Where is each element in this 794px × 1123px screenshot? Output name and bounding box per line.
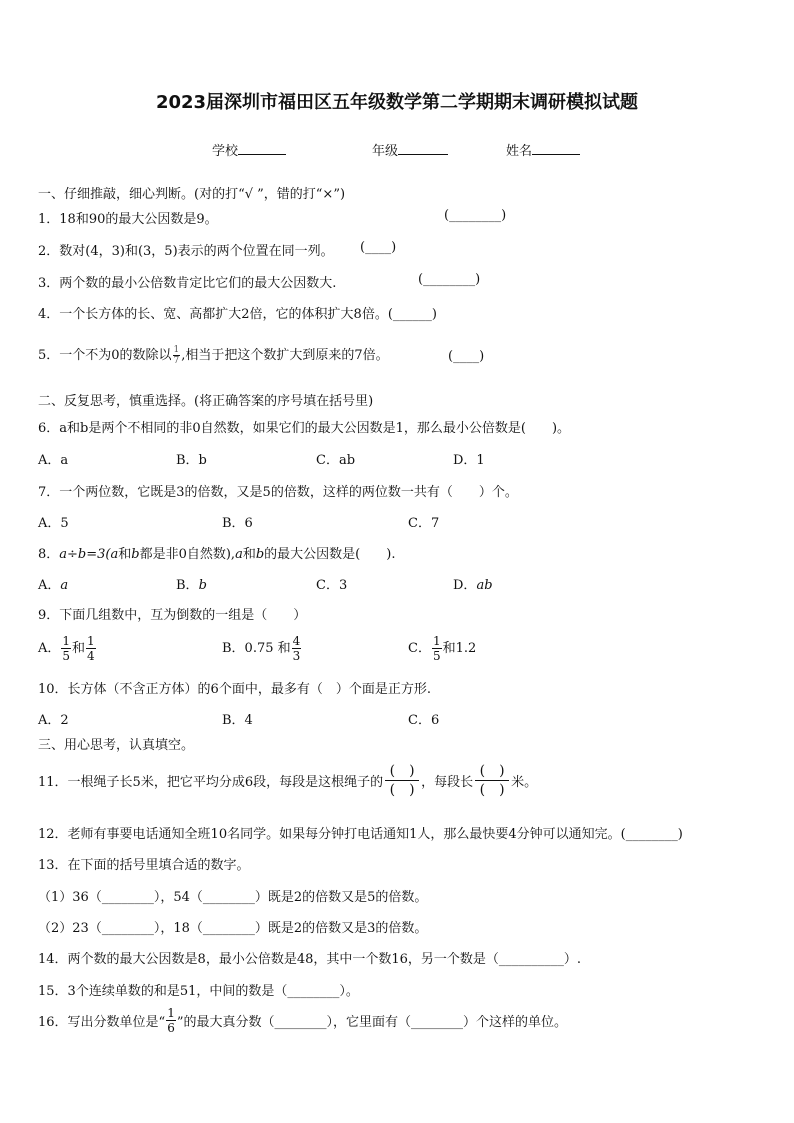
question-9: 9．下面几组数中，互为倒数的一组是（ ） (38, 608, 307, 623)
question-12: 12．老师有事要电话通知全班10名同学。如果每分钟打电话通知1人，那么最快要4分钟可以通知完。(________) (38, 827, 683, 842)
question-2: 2．数对(4，3)和(3，5)表示的两个位置在同一列。 (38, 244, 334, 259)
grade-field[interactable] (372, 140, 448, 159)
school-blank[interactable] (238, 142, 286, 155)
q8-option-d[interactable]: D．ab (453, 578, 493, 593)
grade-label: 年级 (372, 144, 399, 159)
section-2-heading: 二、反复思考，慎重选择。(将正确答案的序号填在括号里) (38, 394, 374, 409)
q7-option-b[interactable]: B．6 (222, 516, 253, 531)
q6-option-c[interactable]: C．ab (316, 453, 356, 468)
question-5 (38, 344, 389, 366)
fraction-blank-1[interactable]: ( ) ( ) (385, 762, 419, 799)
name-field[interactable] (506, 140, 580, 159)
q10-option-a[interactable]: A．2 (38, 713, 69, 728)
fraction-1-5: $\frac{1}{5}$ (62, 634, 71, 663)
q6-option-d[interactable]: D．1 (453, 453, 485, 468)
school-label: 学校 (212, 144, 239, 159)
question-5-text-b: ,相当于把这个数扩大到原来的7倍。 (181, 348, 389, 363)
name-blank[interactable] (532, 142, 580, 155)
fraction-4-3: $\frac{4}{3}$ (292, 634, 301, 663)
question-13-2: （2）23（________），18（________）既是2的倍数又是3的倍数。 (38, 921, 428, 936)
fraction-blank-2[interactable]: ( ) ( ) (475, 762, 509, 799)
q7-option-c[interactable]: C．7 (408, 516, 440, 531)
q9-option-a[interactable]: A． $\frac{1}{5}$ 和 $\frac{1}{4}$ (38, 634, 95, 663)
answer-1[interactable]: (________) (444, 208, 507, 223)
section-3-heading: 三、用心思考，认真填空。 (38, 738, 195, 753)
fraction-1-4: $\frac{1}{4}$ (87, 634, 95, 663)
question-1: 1．18和90的最大公因数是9。 (38, 212, 218, 227)
name-label: 姓名 (506, 144, 533, 159)
q8-option-b[interactable]: B．b (176, 578, 207, 593)
answer-3[interactable]: (________) (418, 272, 481, 287)
q8-option-a[interactable]: A．a (38, 578, 69, 593)
question-5-text-a: 5．一个不为0的数除以 (38, 348, 172, 363)
question-6: 6．a和b是两个不相同的非0自然数，如果它们的最大公因数是1，那么最小公倍数是( )。 (38, 421, 571, 436)
question-7: 7．一个两位数，它既是3的倍数，又是5的倍数，这样的两位数一共有（ ）个。 (38, 485, 518, 500)
q9-option-b[interactable]: B．0.75 和 $\frac{4}{3}$ (222, 634, 301, 663)
grade-blank[interactable] (398, 142, 448, 155)
fraction-1-7: $\frac{1}{7}$ (173, 345, 180, 366)
q8-option-c[interactable]: C．3 (316, 578, 348, 593)
question-14: 14．两个数的最大公因数是8，最小公倍数是48，其中一个数16，另一个数是（__________）. (38, 952, 582, 967)
q6-option-a[interactable]: A．a (38, 453, 69, 468)
q9-option-c[interactable]: C． $\frac{1}{5}$ 和1.2 (408, 634, 477, 663)
answer-2[interactable]: (____) (360, 240, 397, 255)
answer-5[interactable]: (____) (448, 349, 485, 364)
question-13: 13．在下面的括号里填合适的数字。 (38, 858, 250, 873)
question-11: 11．一根绳子长5米，把它平均分成6段，每段是这根绳子的 ( ) ( ) ，每段长 ( ) ( ) 米。 (38, 763, 538, 798)
section-1-heading: 一、仔细推敲，细心判断。(对的打“√ ”，错的打“×”) (38, 187, 346, 202)
question-13-1: （1）36（________），54（________）既是2的倍数又是5的倍数。 (38, 890, 428, 905)
fraction-1-5-c: $\frac{1}{5}$ (432, 634, 441, 663)
q6-option-b[interactable]: B．b (176, 453, 207, 468)
q10-option-b[interactable]: B．4 (222, 713, 253, 728)
q10-option-c[interactable]: C．6 (408, 713, 440, 728)
question-16: 16．写出分数单位是“ $\frac{1}{6}$ ”的最大真分数（________），它里面有（________）个这样的单位。 (38, 1006, 567, 1035)
q7-option-a[interactable]: A．5 (38, 516, 69, 531)
page-title: 2023届深圳市福田区五年级数学第二学期期末调研模拟试题 (155, 92, 639, 113)
question-8: 8．a÷b=3(a和b都是非0自然数),a和b的最大公因数是( ). (38, 547, 396, 562)
question-3: 3．两个数的最小公倍数肯定比它们的最大公因数大. (38, 276, 337, 291)
question-4: 4．一个长方体的长、宽、高都扩大2倍，它的体积扩大8倍。(______) (38, 307, 437, 322)
school-field[interactable] (212, 140, 286, 159)
question-10: 10．长方体（不含正方体）的6个面中，最多有（ ）个面是正方形. (38, 682, 431, 697)
question-15: 15．3个连续单数的和是51，中间的数是（________）。 (38, 984, 359, 999)
fraction-1-6: $\frac{1}{6}$ (167, 1006, 175, 1035)
